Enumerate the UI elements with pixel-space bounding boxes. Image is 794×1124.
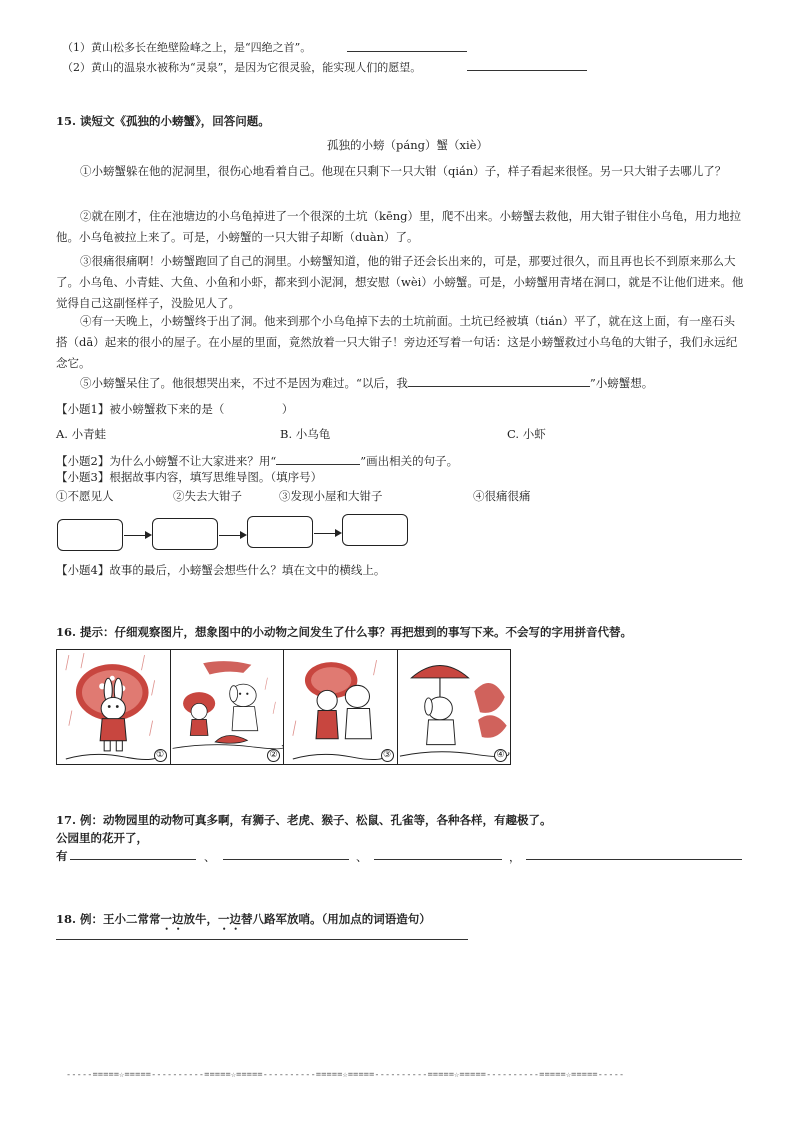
q18-answer-line[interactable] xyxy=(56,939,468,940)
q17-prefix: 有 xyxy=(56,849,68,863)
dog-umbrella-illustration xyxy=(398,650,511,764)
comic-panel-2 xyxy=(171,650,285,764)
q18-dotted-word-1: 一边 xyxy=(160,912,184,926)
comic-panel-3-number: ③ xyxy=(381,749,394,762)
q15-sub4: 【小题4】故事的最后，小螃蟹会想些什么？填在文中的横线上。 xyxy=(56,563,386,577)
q14-answer-line-1[interactable] xyxy=(347,51,467,52)
q15-choice-4: ④很痛很痛 xyxy=(473,489,531,503)
q15-story-title: 孤独的小螃（páng）蟹（xiè） xyxy=(327,138,488,152)
q15-paragraph-5: ⑤小螃蟹呆住了。他很想哭出来，不过不是因为难过。“以后，我 ”小螃蟹想。 xyxy=(80,376,654,390)
page-footer-divider: -----=====☆=====----------=====☆=====----------=====☆=====----------=====☆=====----------=====☆=====----- xyxy=(66,1070,625,1080)
sharing-umbrella-illustration xyxy=(284,650,397,764)
mindmap-box-3[interactable] xyxy=(247,516,313,548)
q17-heading: 17. 例：动物园里的动物可真多啊，有狮子、老虎、猴子、松鼠、孔雀等，各种各样，有趣极了。 xyxy=(56,813,552,827)
comic-panel-2-number: ② xyxy=(267,749,280,762)
mindmap-box-2[interactable] xyxy=(152,518,218,550)
q14-answer-line-2[interactable] xyxy=(467,70,587,71)
q15-option-a[interactable]: A. 小青蛙 xyxy=(56,427,107,441)
rabbit-umbrella-illustration xyxy=(57,650,170,764)
q15-choice-3: ③发现小屋和大钳子 xyxy=(279,489,383,503)
q16-heading: 16. 提示：仔细观察图片，想象图中的小动物之间发生了什么事？再把想到的事写下来。不会写的字用拼音代替。 xyxy=(56,625,633,639)
q15-option-b[interactable]: B. 小乌龟 xyxy=(280,427,331,441)
q17-sep-2: 、 xyxy=(356,850,368,864)
comic-panel-3 xyxy=(284,650,398,764)
q15-paragraph-3: ③很痛很痛啊！小螃蟹跑回了自己的洞里。小螃蟹知道，他的钳子还会长出来的，可是，那要过很久，而且再也长不到原来那么大了。小乌龟、小青蛙、大鱼、小鱼和小虾，都来到小泥洞，想安慰（wèi）小螃蟹。可是，小螃蟹用青堵在洞口，就是不让他们进来。他觉得自己这副怪样子，没脸见人了。 xyxy=(56,254,744,310)
q17-line2: 公园里的花开了， xyxy=(56,831,148,845)
mindmap-box-4[interactable] xyxy=(342,514,408,546)
q15-paragraph-2: ②就在刚才，住在池塘边的小乌龟掉进了一个很深的土坑（kēng）里，爬不出来。小螃蟹去救他，用大钳子钳住小乌龟，用力地拉他。小乌龟被拉上来了。可是，小螃蟹的一只大钳子却断（duàn）了。 xyxy=(56,209,742,244)
q17-blank-1[interactable] xyxy=(70,859,196,860)
rabbit-meets-dog-illustration xyxy=(171,650,284,764)
q17-blank-3[interactable] xyxy=(374,859,502,860)
mindmap-arrow-2 xyxy=(219,535,245,536)
comic-panel-1 xyxy=(57,650,171,764)
q15-p5-blank[interactable] xyxy=(408,374,590,387)
q14-item2: （2）黄山的温泉水被称为“灵泉”，是因为它很灵验，能实现人们的愿望。 xyxy=(62,61,422,74)
comic-panel-4 xyxy=(398,650,511,764)
q15-option-c[interactable]: C. 小虾 xyxy=(507,427,546,441)
comic-panel-4-number: ④ xyxy=(494,749,507,762)
q17-sep-3: ， xyxy=(509,850,521,864)
q15-sub2: 【小题2】为什么小螃蟹不让大家进来？用“ ”画出相关的句子。 xyxy=(56,454,459,468)
q18-heading: 18. 例：王小二常常一边放牛，一边替八路军放哨。（用加点的词语造句） xyxy=(56,912,431,926)
q15-choice-2: ②失去大钳子 xyxy=(173,489,242,503)
mindmap-arrow-1 xyxy=(124,535,150,536)
q15-choice-1: ①不愿见人 xyxy=(56,489,114,503)
q17-blank-2[interactable] xyxy=(223,859,349,860)
q17-blank-4[interactable] xyxy=(526,859,742,860)
mindmap-box-1[interactable] xyxy=(57,519,123,551)
q15-heading: 15. 读短文《孤独的小螃蟹》，回答问题。 xyxy=(56,114,270,128)
comic-panel-1-number: ① xyxy=(154,749,167,762)
q15-sub2-underline-sample xyxy=(276,452,360,465)
q14-item1: （1）黄山松多长在绝壁险峰之上，是“四绝之首”。 xyxy=(62,41,312,54)
mindmap-arrow-3 xyxy=(314,533,340,534)
q15-paragraph-4: ④有一天晚上，小螃蟹终于出了洞。他来到那个小乌龟掉下去的土坑前面。土坑已经被填（tián）平了，就在这上面，有一座石头搭（dā）起来的很小的屋子。在小屋的里面，竟然放着一只大钳子！旁边还写着一句话：这是小螃蟹救过小乌龟的大钳子，我们永远纪念它。 xyxy=(56,314,738,370)
q15-sub1: 【小题1】被小螃蟹救下来的是（ ） xyxy=(56,402,294,416)
q17-sep-1: 、 xyxy=(204,850,216,864)
q15-sub3: 【小题3】根据故事内容，填写思维导图。（填序号） xyxy=(56,470,323,484)
q15-paragraph-1: ①小螃蟹躲在他的泥洞里，很伤心地看着自己。他现在只剩下一只大钳（qián）子，样子看起来很怪。另一只大钳子去哪儿了？ xyxy=(80,164,727,178)
q18-dotted-word-2: 一边 xyxy=(218,912,242,926)
comic-strip xyxy=(56,649,511,765)
